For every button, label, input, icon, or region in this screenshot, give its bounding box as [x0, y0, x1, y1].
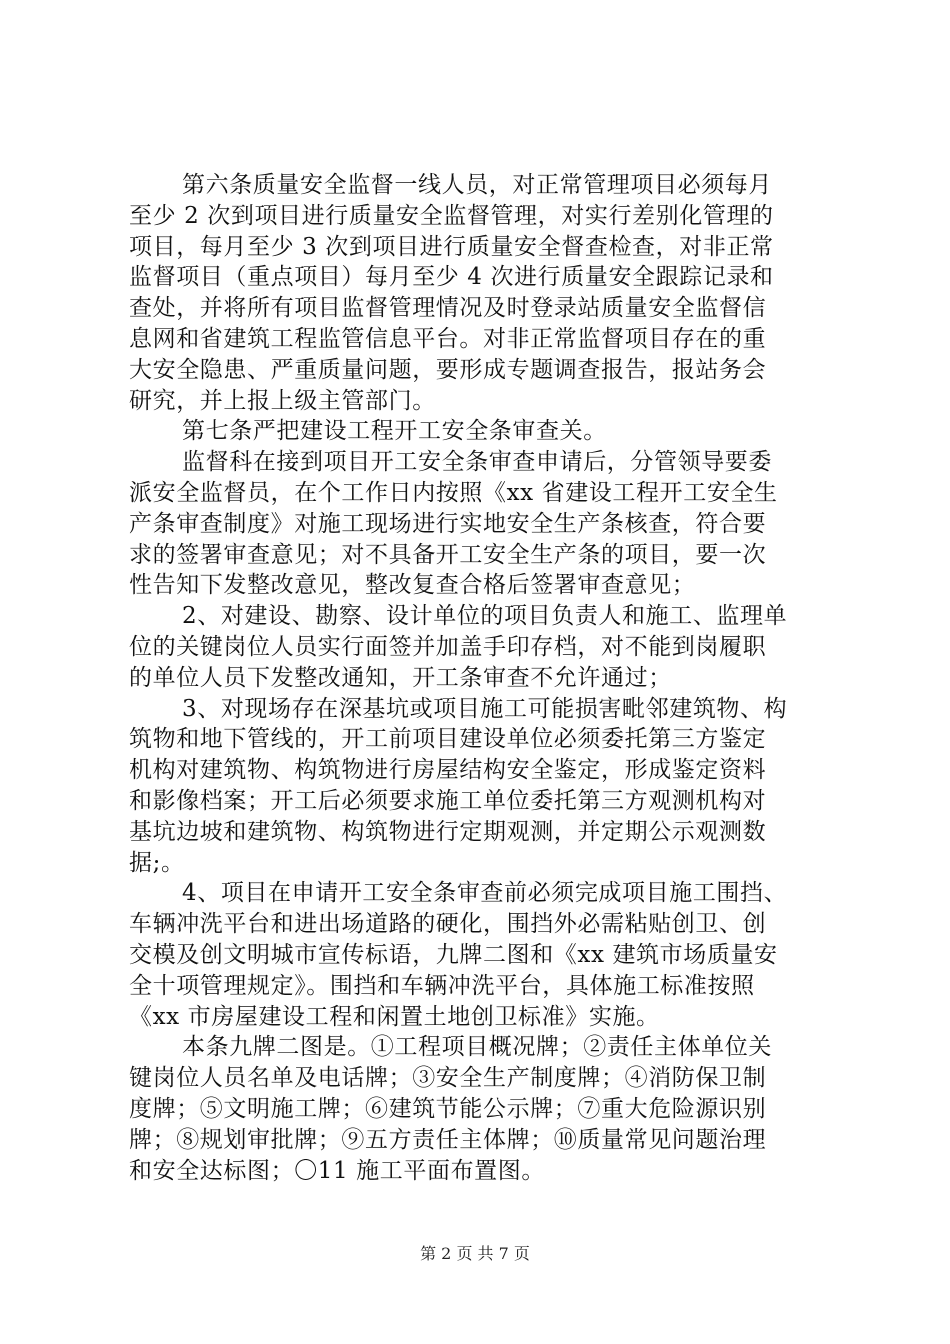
paragraph-line: 《xx 市房屋建设工程和闲置土地创卫标准》实施。: [129, 1003, 660, 1030]
paragraph-line: 第六条质量安全监督一线人员，对正常管理项目必须每月: [182, 172, 772, 198]
paragraph-line: 项目，每月至少 3 次到项目进行质量安全督查检查，对非正常: [129, 233, 774, 260]
paragraph-line: 4、项目在申请开工安全条审查前必须完成项目施工围挡、: [182, 880, 788, 907]
paragraph-line: 机构对建筑物、构筑物进行房屋结构安全鉴定，形成鉴定资料: [129, 757, 767, 784]
paragraph-line: 派安全监督员，在个工作日内按照《xx 省建设工程开工安全生: [129, 480, 778, 506]
paragraph-line: 位的关键岗位人员实行面签并加盖手印存档，对不能到岗履职: [129, 634, 767, 660]
paragraph-line: 全十项管理规定》。围挡和车辆冲洗平台，具体施工标准按照: [129, 972, 755, 999]
paragraph-line: 求的签署审查意见；对不具备开工安全生产条的项目，要一次: [129, 541, 767, 568]
paragraph-line: 息网和省建筑工程监管信息平台。对非正常监督项目存在的重: [129, 326, 767, 352]
paragraph-line: 牌；⑧规划审批牌；⑨五方责任主体牌；⑩质量常见问题治理: [129, 1126, 767, 1153]
paragraph-line: 产条审查制度》对施工现场进行实地安全生产条核查，符合要: [129, 510, 767, 537]
paragraph-line: 车辆冲洗平台和进出场道路的硬化，围挡外必需粘贴创卫、创: [129, 911, 767, 938]
paragraph-line: 基坑边坡和建筑物、构筑物进行定期观测，并定期公示观测数: [129, 818, 767, 845]
paragraph-line: 2、对建设、勘察、设计单位的项目负责人和施工、监理单: [182, 603, 788, 630]
paragraph-line: 和安全达标图；〇11 施工平面布置图。: [129, 1157, 545, 1184]
paragraph-line: 监督项目（重点项目）每月至少 4 次进行质量安全跟踪记录和: [129, 264, 774, 291]
paragraph-line: 3、对现场存在深基坑或项目施工可能损害毗邻建筑物、构: [182, 695, 788, 722]
paragraph-line: 的单位人员下发整改通知，开工条审查不允许通过；: [129, 664, 672, 691]
paragraph-line: 和影像档案；开工后必须要求施工单位委托第三方观测机构对: [129, 788, 767, 814]
paragraph-line: 大安全隐患、严重质量问题，要形成专题调查报告，报站务会: [129, 356, 767, 383]
paragraph-line: 研究，并上报上级主管部门。: [129, 387, 436, 414]
page-footer: 第 2 页 共 7 页: [420, 1244, 530, 1263]
paragraph-line: 查处，并将所有项目监督管理情况及时登录站质量安全监督信: [129, 295, 767, 322]
paragraph-line: 键岗位人员名单及电话牌；③安全生产制度牌；④消防保卫制: [129, 1065, 767, 1092]
paragraph-line: 交模及创文明城市宣传标语，九牌二图和《xx 建筑市场质量安: [129, 942, 778, 968]
paragraph-line: 筑物和地下管线的，开工前项目建设单位必须委托第三方鉴定: [129, 726, 767, 753]
paragraph-line: 监督科在接到项目开工安全条审查申请后，分管领导要委: [182, 449, 772, 476]
paragraph-line: 第七条严把建设工程开工安全条审查关。: [182, 418, 607, 445]
paragraph-line: 据;。: [129, 849, 185, 876]
paragraph-line: 本条九牌二图是。①工程项目概况牌；②责任主体单位关: [182, 1034, 772, 1061]
paragraph-line: 度牌；⑤文明施工牌；⑥建筑节能公示牌；⑦重大危险源识别: [129, 1096, 767, 1122]
paragraph-line: 至少 2 次到项目进行质量安全监督管理，对实行差别化管理的: [129, 202, 774, 229]
paragraph-line: 性告知下发整改意见，整改复查合格后签署审查意见；: [129, 572, 696, 599]
